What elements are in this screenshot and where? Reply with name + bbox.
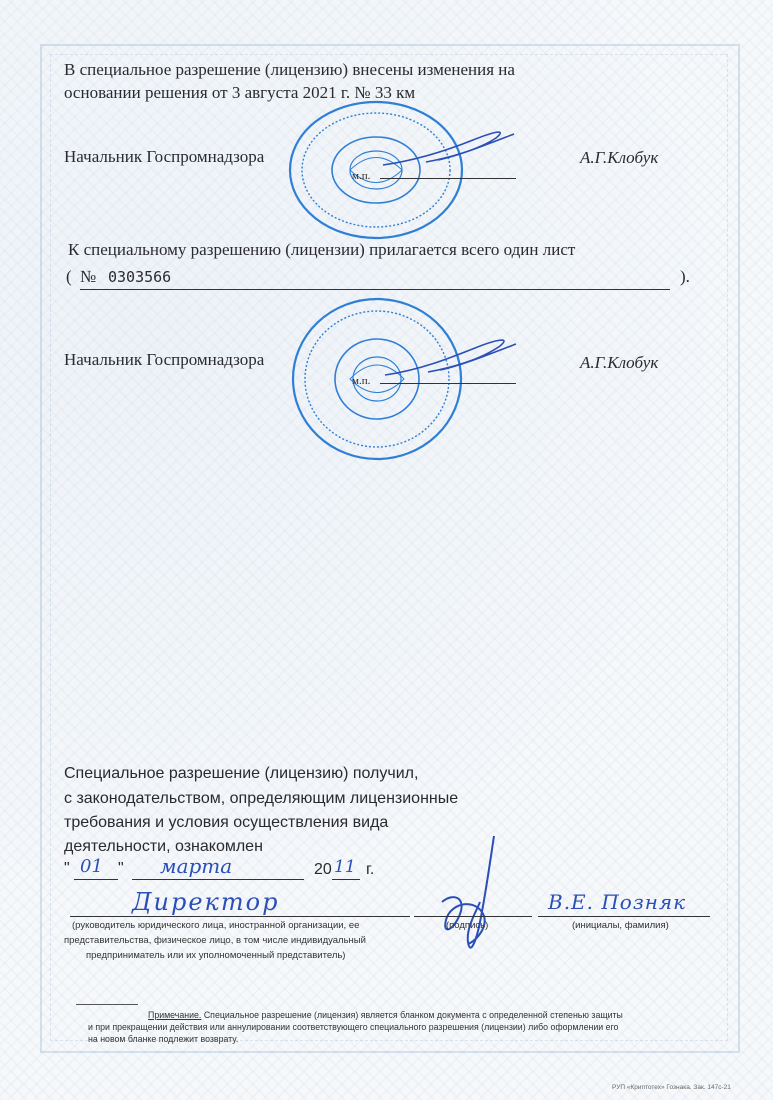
received-line-3: требования и условия осуществления вида (64, 814, 389, 831)
sign2-name: А.Г.Клобук (580, 353, 659, 372)
date-year-suffix: 11 (334, 857, 356, 877)
attachment-underline (80, 289, 670, 290)
caption-position-1: (руководитель юридического лица, иностранной организации, ее (72, 920, 360, 931)
date-year-prefix: 20 (314, 861, 332, 878)
caption-initials: (инициалы, фамилия) (572, 920, 669, 931)
caption-position-2: представительства, физическое лицо, в том числе индивидуальный (64, 935, 366, 946)
caption-signature: (подпись) (446, 920, 489, 931)
note-text-1: Специальное разрешение (лицензия) является бланком документа с определенной степенью защиты (203, 1010, 623, 1020)
sign1-position: Начальник Госпромнадзора (64, 147, 265, 166)
sign1-mp: м.п. (352, 170, 371, 182)
note-line-3: на новом бланке подлежит возврату. (88, 1034, 239, 1044)
name-underline (538, 916, 710, 917)
sign2-position: Начальник Госпромнадзора (64, 350, 265, 369)
changes-line-1: В специальное разрешение (лицензию) внесены изменения на (64, 60, 515, 79)
sign2-mp: м.п. (352, 375, 371, 387)
attachment-number: 0303566 (108, 268, 172, 286)
date-year-unit: г. (366, 861, 375, 878)
received-line-2: с законодательством, определяющим лицензионные (64, 790, 459, 807)
signature-scribble-2 (380, 330, 520, 390)
date-month-underline (132, 879, 304, 880)
sign2-line (380, 383, 516, 384)
date-year-underline (332, 879, 360, 880)
date-quote-open: " (64, 860, 70, 877)
received-line-4: деятельности, ознакомлен (64, 838, 263, 855)
sign1-line (380, 178, 516, 179)
handwritten-signature (420, 832, 520, 962)
printer-mark: РУП «Криптотех» Гознака. Зак. 147с-21 (612, 1084, 731, 1091)
attachment-number-label: № (80, 267, 97, 286)
handwritten-position: Директор (132, 888, 280, 916)
note-separator (76, 1004, 138, 1005)
sign1-name: А.Г.Клобук (580, 148, 659, 167)
date-day-underline (74, 879, 118, 880)
note-line-2: и при прекращении действия или аннулировании соответствующего специального разрешения (лицензии) либо оформлении его (88, 1022, 619, 1032)
changes-line-2: основании решения от 3 августа 2021 г. № 33 км (64, 83, 416, 102)
date-day: 01 (80, 856, 103, 877)
received-line-1: Специальное разрешение (лицензию) получил, (64, 765, 419, 782)
note-line-1 (148, 1010, 623, 1020)
signature-underline (414, 916, 532, 917)
position-underline (70, 916, 410, 917)
handwritten-name: В.Е. Позняк (548, 890, 687, 914)
attachment-text: К специальному разрешению (лицензии) прилагается всего один лист (68, 240, 576, 259)
signature-scribble-1 (378, 120, 518, 180)
date-month: марта (160, 854, 233, 878)
caption-position-3: предприниматель или их уполномоченный представитель) (86, 950, 346, 961)
attachment-close: ). (680, 267, 690, 286)
date-quote-close: " (118, 860, 124, 877)
note-label: Примечание. (148, 1010, 202, 1020)
attachment-open: ( (66, 267, 72, 286)
